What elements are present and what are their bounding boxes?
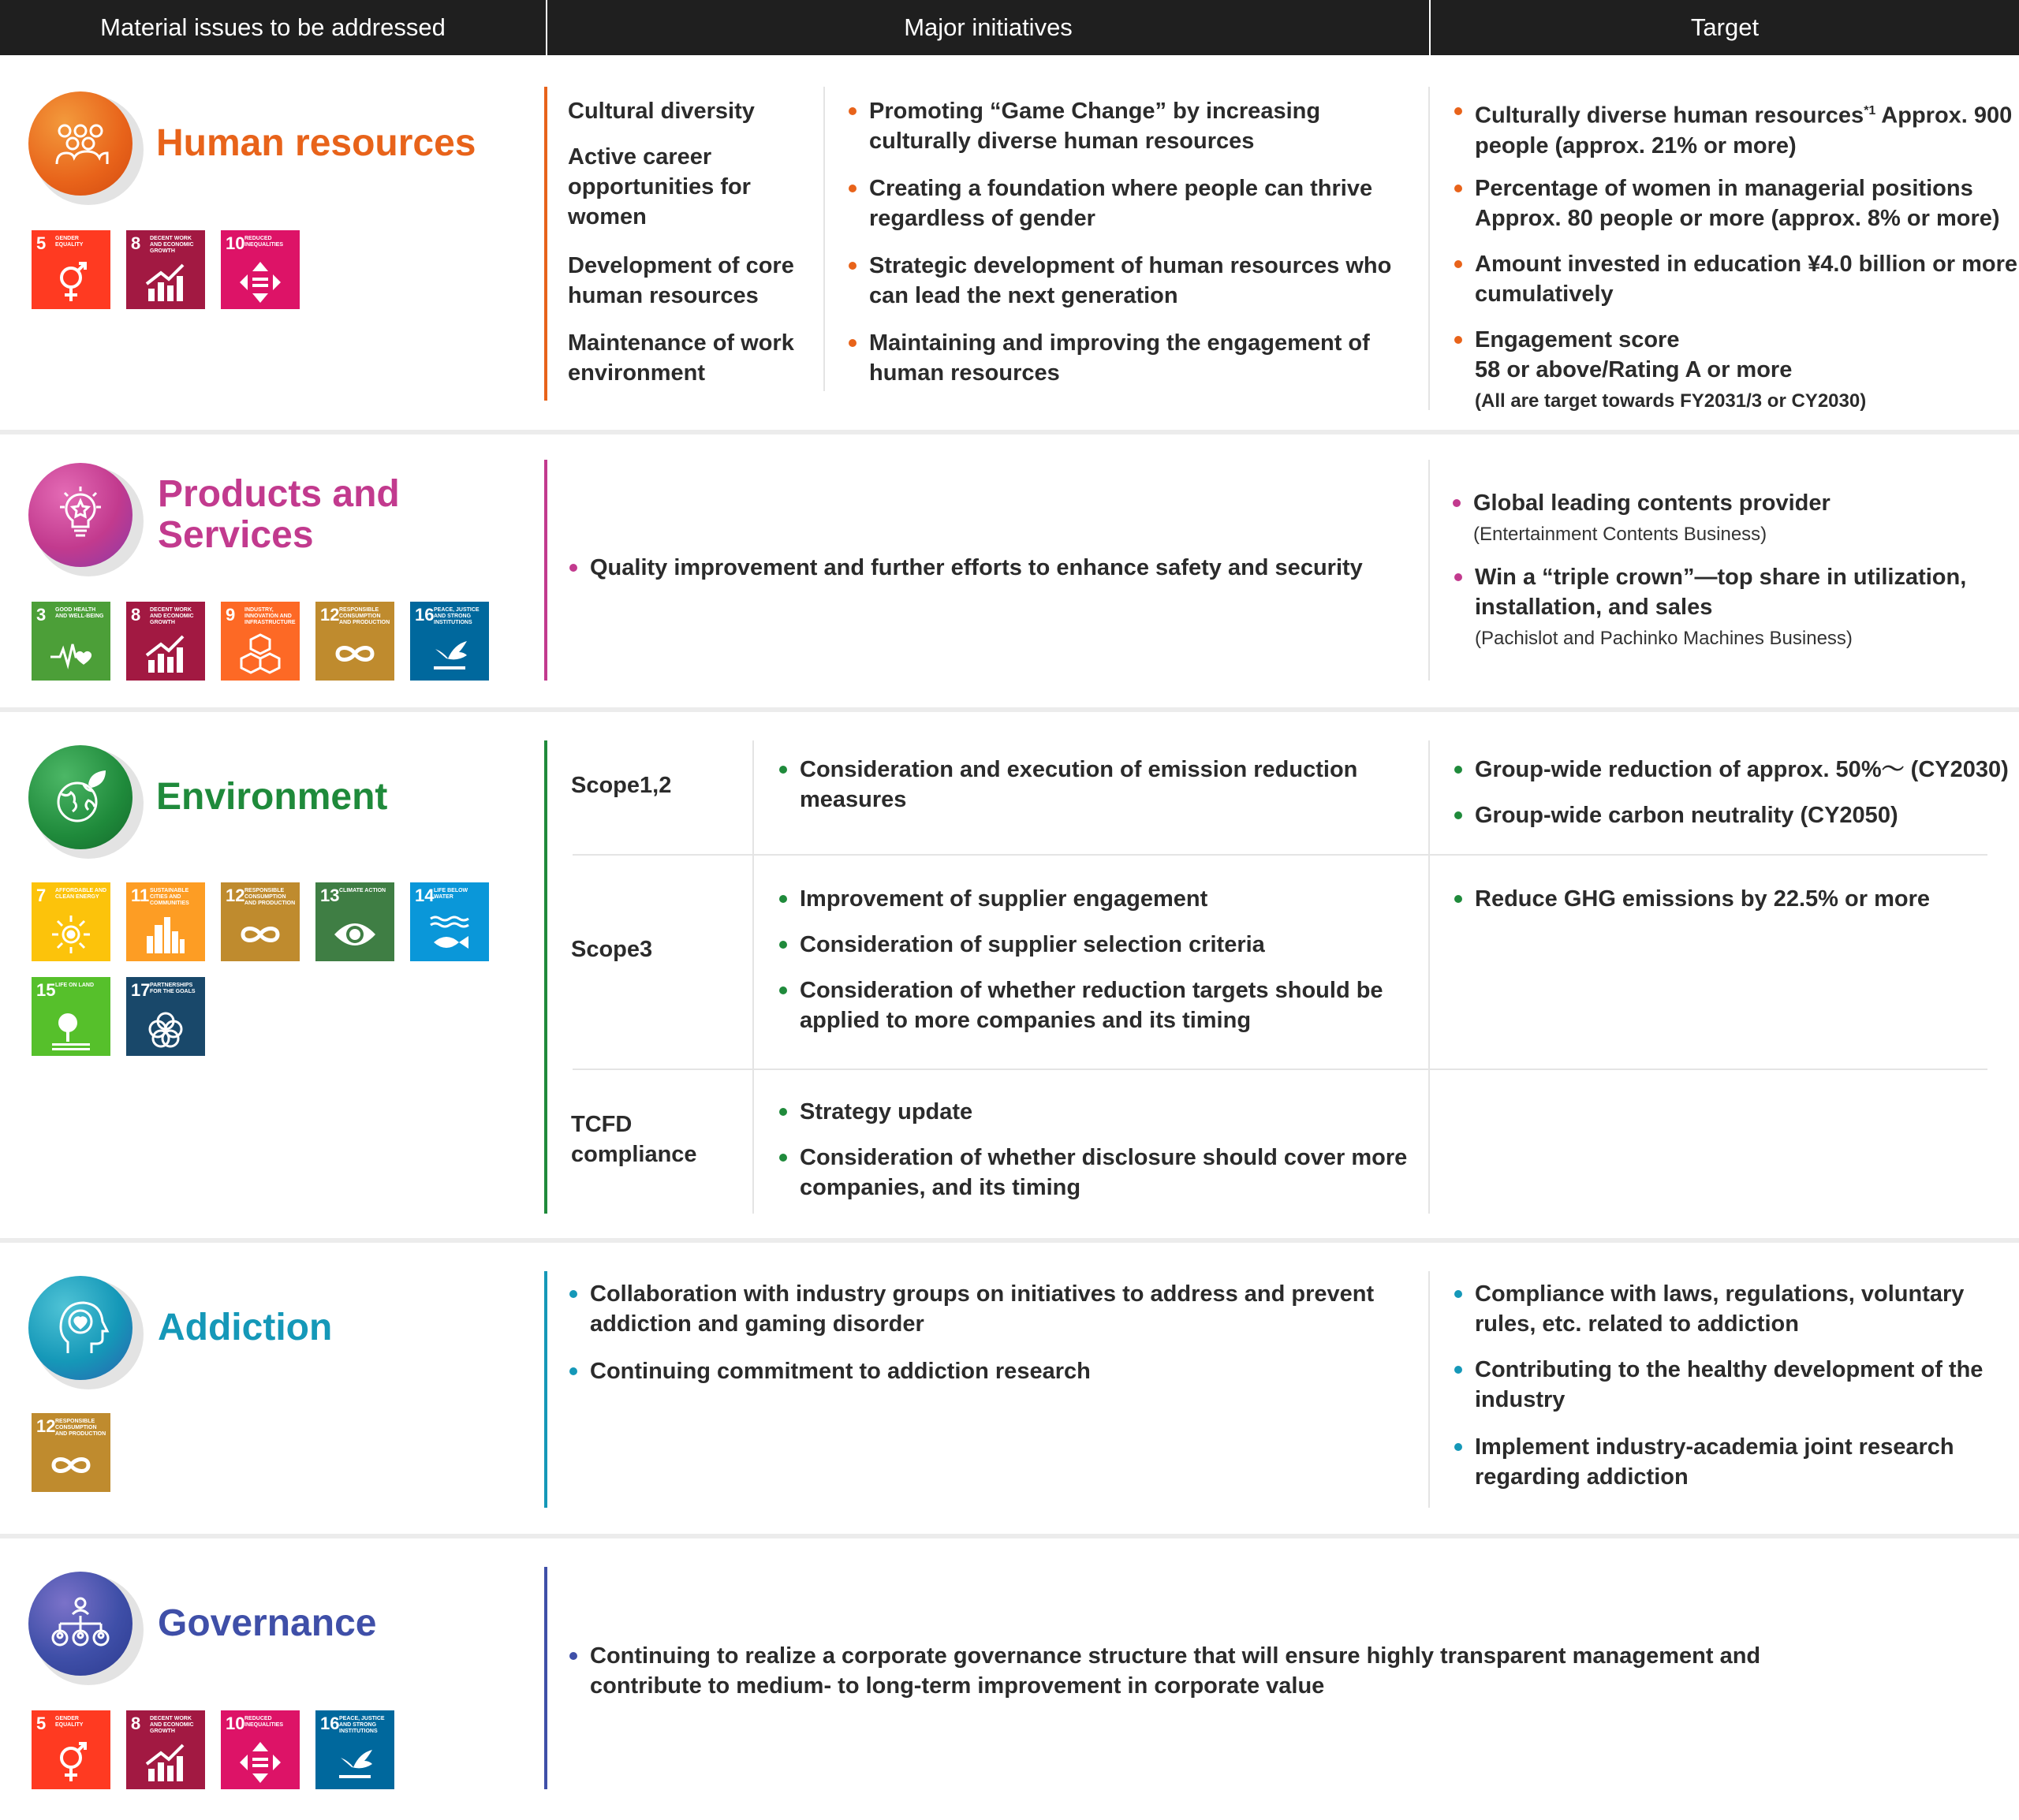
equality-arrows-icon <box>238 260 282 304</box>
equality-arrows-icon <box>238 1740 282 1785</box>
heartbeat-icon <box>49 632 93 676</box>
sdg-12-tile: 12 RESPONSIBLE CONSUMPTION AND PRODUCTION <box>221 882 300 961</box>
initiative-item: Promoting “Game Change” by increasing culturally diverse human resources <box>849 96 1421 156</box>
initiative-item: Quality improvement and further efforts to enhance safety and security <box>569 553 1426 583</box>
section-products-services <box>0 434 2019 707</box>
sdg-5-tile: 5 GENDER EQUALITY <box>32 1710 110 1789</box>
sdg-10-tile: 10 REDUCED INEQUALITIES <box>221 230 300 309</box>
initiative-item: Creating a foundation where people can thrive regardless of gender <box>849 173 1421 233</box>
section-human-resources <box>0 55 2019 430</box>
people-group-icon <box>28 91 132 196</box>
target-item: Reduce GHG emissions by 22.5% or more <box>1454 884 2019 914</box>
initiative-item: Continuing commitment to addiction research <box>569 1356 1379 1386</box>
dove-icon <box>427 632 472 676</box>
growth-chart-icon <box>144 260 188 304</box>
initiative-item: Collaboration with industry groups on initiatives to address and prevent addiction and gaming disorder <box>569 1279 1379 1339</box>
sdg-12-tile: 12 RESPONSIBLE CONSUMPTION AND PRODUCTION <box>315 602 394 681</box>
sdg-16-tile: 16 PEACE, JUSTICE AND STRONG INSTITUTIONS <box>410 602 489 681</box>
sdg-7-tile: 7 AFFORDABLE AND CLEAN ENERGY <box>32 882 110 961</box>
initiative-item: Consideration of supplier selection criteria <box>779 930 1431 960</box>
org-chart-icon <box>28 1572 132 1676</box>
sdg-5-tile: 5 GENDER EQUALITY <box>32 230 110 309</box>
earth-leaf-icon <box>28 745 132 849</box>
sdg-14-tile: 14 LIFE BELOW WATER <box>410 882 489 961</box>
section-title: Environment <box>156 776 388 818</box>
sdg-8-tile: 8 DECENT WORK AND ECONOMIC GROWTH <box>126 1710 205 1789</box>
section-title: Addiction <box>158 1307 333 1348</box>
target-item: Global leading contents provider (Entertainment Contents Business) <box>1453 488 2019 548</box>
issue-item: Cultural diversity <box>568 99 755 124</box>
issue-item: Maintenance of work environment <box>568 330 794 386</box>
head-heart-icon <box>28 1276 132 1380</box>
initiative-item: Maintaining and improving the engagement of human resources <box>849 328 1421 388</box>
gender-icon <box>49 260 93 304</box>
target-item: Win a “triple crown”—top share in utilization, installation, and sales (Pachislot and Pachinko Machines Business) <box>1454 562 2019 652</box>
section-environment <box>0 712 2019 1238</box>
section-governance <box>0 1538 2019 1820</box>
section-title: Governance <box>158 1602 377 1644</box>
target-item: Engagement score 58 or above/Rating A or more (All are target towards FY2031/3 or CY2030) <box>1454 325 2019 415</box>
initiative-item: Strategic development of human resources who can lead the next generation <box>849 251 1421 311</box>
city-icon <box>144 912 188 957</box>
scope-label: Scope3 <box>571 937 653 962</box>
section-title-line2: Services <box>158 514 314 556</box>
target-item: Implement industry-academia joint research regarding addiction <box>1454 1432 2011 1492</box>
header-material-issues: Material issues to be addressed <box>0 0 546 55</box>
sdg-3-tile: 3 GOOD HEALTH AND WELL-BEING <box>32 602 110 681</box>
growth-chart-icon <box>144 632 188 676</box>
section-title-line1: Products and <box>158 473 400 515</box>
infinity-icon <box>333 632 377 676</box>
sdg-9-tile: 9 INDUSTRY, INNOVATION AND INFRASTRUCTURE <box>221 602 300 681</box>
eye-globe-icon <box>333 912 377 957</box>
target-item: Amount invested in education ¥4.0 billion or more cumulatively <box>1454 249 2019 309</box>
growth-chart-icon <box>144 1740 188 1785</box>
sun-icon <box>49 912 93 957</box>
infinity-icon <box>238 912 282 957</box>
lightbulb-icon <box>28 463 132 567</box>
initiative-item: Consideration and execution of emission reduction measures <box>779 755 1431 815</box>
sdg-17-tile: 17 PARTNERSHIPS FOR THE GOALS <box>126 977 205 1056</box>
fish-icon <box>427 912 472 957</box>
gender-icon <box>49 1740 93 1785</box>
sdg-13-tile: 13 CLIMATE ACTION <box>315 882 394 961</box>
sdg-16-tile: 16 PEACE, JUSTICE AND STRONG INSTITUTIONS <box>315 1710 394 1789</box>
target-item: Percentage of women in managerial positions Approx. 80 people or more (approx. 8% or more) <box>1454 173 2019 233</box>
dove-icon <box>333 1740 377 1785</box>
issue-item: Active career opportunities for women <box>568 144 751 229</box>
initiative-item: Improvement of supplier engagement <box>779 884 1431 914</box>
sdg-15-tile: 15 LIFE ON LAND <box>32 977 110 1056</box>
target-item: Compliance with laws, regulations, voluntary rules, etc. related to addiction <box>1454 1279 2011 1339</box>
sdg-12-tile: 12 RESPONSIBLE CONSUMPTION AND PRODUCTION <box>32 1413 110 1492</box>
sdg-8-tile: 8 DECENT WORK AND ECONOMIC GROWTH <box>126 230 205 309</box>
initiative-item: Strategy update <box>779 1097 1431 1127</box>
initiative-item: Consideration of whether reduction targets should be applied to more companies and its timing <box>779 975 1431 1035</box>
cubes-icon <box>238 632 282 676</box>
header-target: Target <box>1431 0 2019 55</box>
target-item: Group-wide carbon neutrality (CY2050) <box>1454 800 2019 830</box>
section-addiction <box>0 1243 2019 1534</box>
sdg-10-tile: 10 REDUCED INEQUALITIES <box>221 1710 300 1789</box>
target-item: Contributing to the healthy development of the industry <box>1454 1355 2011 1415</box>
initiative-item: Consideration of whether disclosure should cover more companies, and its timing <box>779 1143 1431 1203</box>
initiative-item: Continuing to realize a corporate governance structure that will ensure highly transparent management and contribute to medium- to long-term improvement in corporate value <box>569 1641 1820 1701</box>
header-major-initiatives: Major initiatives <box>547 0 1429 55</box>
scope-label: Scope1,2 <box>571 773 672 798</box>
section-title: Human resources <box>156 122 476 164</box>
tree-icon <box>49 1007 93 1051</box>
scope-label: TCFD compliance <box>571 1112 697 1167</box>
sdg-11-tile: 11 SUSTAINABLE CITIES AND COMMUNITIES <box>126 882 205 961</box>
target-item: Culturally diverse human resources$^{*1}$ Approx. 900 people (approx. 21% or more) <box>1454 96 2019 161</box>
issue-item: Development of core human resources <box>568 253 794 308</box>
target-item: Group-wide reduction of approx. 50%〜 (CY2030) <box>1454 755 2019 785</box>
infinity-icon <box>49 1443 93 1487</box>
sdg-8-tile: 8 DECENT WORK AND ECONOMIC GROWTH <box>126 602 205 681</box>
rings-icon <box>144 1007 188 1051</box>
